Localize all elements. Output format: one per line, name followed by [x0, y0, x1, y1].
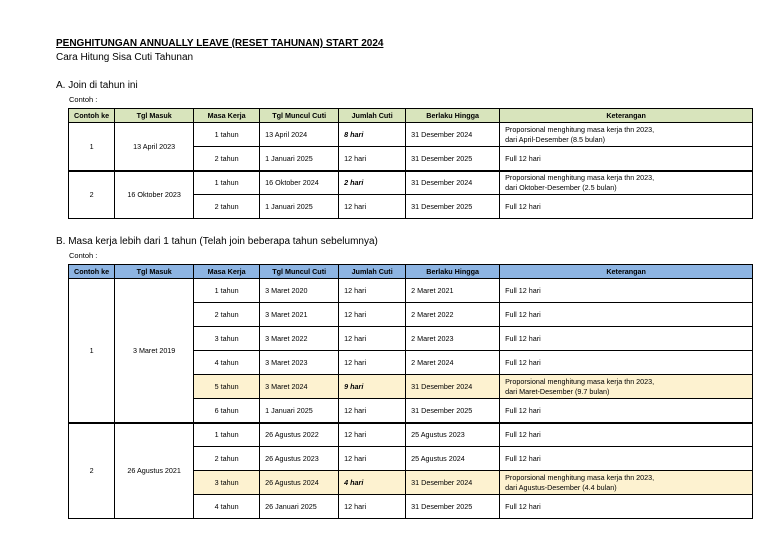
cell-berlaku-hingga: 2 Maret 2023	[406, 327, 500, 351]
cell-masa-kerja: 3 tahun	[194, 327, 260, 351]
cell-jumlah-cuti: 2 hari	[339, 171, 406, 195]
cell-berlaku-hingga: 2 Maret 2022	[406, 303, 500, 327]
cell-berlaku-hingga: 31 Desember 2024	[406, 123, 500, 147]
keterangan-line-2: dari April-Desember (8.5 bulan)	[505, 134, 606, 144]
cell-tgl-muncul: 1 Januari 2025	[260, 195, 339, 219]
col-header-keterangan: Keterangan	[500, 109, 753, 123]
cell-keterangan: Full 12 hari	[500, 495, 753, 519]
cell-jumlah-cuti: 9 hari	[339, 375, 406, 399]
col-header-jumlah-cuti: Jumlah Cuti	[339, 109, 406, 123]
table-section-b	[68, 264, 753, 519]
cell-masa-kerja: 1 tahun	[194, 171, 260, 195]
col-header-tgl-muncul: Tgl Muncul Cuti	[260, 109, 339, 123]
cell-masa-kerja: 3 tahun	[194, 471, 260, 495]
cell-tgl-muncul: 1 Januari 2025	[260, 147, 339, 171]
col-header-masa-kerja: Masa Kerja	[194, 109, 260, 123]
page-subtitle: Cara Hitung Sisa Cuti Tahunan	[56, 52, 194, 63]
cell-keterangan: Full 12 hari	[500, 447, 753, 471]
cell-keterangan	[500, 471, 753, 495]
cell-berlaku-hingga: 25 Agustus 2024	[406, 447, 500, 471]
cell-jumlah-cuti: 4 hari	[339, 471, 406, 495]
col-header-tgl-masuk: Tgl Masuk	[115, 109, 194, 123]
cell-jumlah-cuti: 12 hari	[339, 495, 406, 519]
cell-berlaku-hingga: 31 Desember 2025	[406, 147, 500, 171]
table-header-row	[69, 109, 753, 123]
cell-jumlah-cuti: 12 hari	[339, 447, 406, 471]
table-row	[69, 423, 753, 447]
cell-berlaku-hingga: 2 Maret 2021	[406, 279, 500, 303]
cell-keterangan	[500, 123, 753, 147]
cell-masa-kerja: 1 tahun	[194, 423, 260, 447]
cell-tgl-muncul: 26 Agustus 2023	[260, 447, 339, 471]
cell-keterangan: Full 12 hari	[500, 399, 753, 423]
keterangan-line-2: dari Maret-Desember (9.7 bulan)	[505, 386, 610, 396]
cell-keterangan: Full 12 hari	[500, 195, 753, 219]
cell-tgl-muncul: 13 April 2024	[260, 123, 339, 147]
cell-masa-kerja: 1 tahun	[194, 279, 260, 303]
cell-masa-kerja: 2 tahun	[194, 447, 260, 471]
table-header-row	[69, 265, 753, 279]
col-header-tgl-masuk: Tgl Masuk	[115, 265, 194, 279]
cell-jumlah-cuti: 8 hari	[339, 123, 406, 147]
cell-jumlah-cuti: 12 hari	[339, 303, 406, 327]
section-b-heading: B. Masa kerja lebih dari 1 tahun (Telah join beberapa tahun sebelumnya)	[56, 236, 378, 247]
cell-tgl-muncul: 3 Maret 2024	[260, 375, 339, 399]
col-header-berlaku-hingga: Berlaku Hingga	[406, 109, 500, 123]
cell-berlaku-hingga: 25 Agustus 2023	[406, 423, 500, 447]
cell-tgl-muncul: 3 Maret 2023	[260, 351, 339, 375]
cell-keterangan	[500, 375, 753, 399]
cell-berlaku-hingga: 2 Maret 2024	[406, 351, 500, 375]
cell-jumlah-cuti: 12 hari	[339, 279, 406, 303]
col-header-masa-kerja: Masa Kerja	[194, 265, 260, 279]
cell-tgl-masuk: 13 April 2023	[115, 123, 194, 171]
cell-tgl-muncul: 26 Agustus 2024	[260, 471, 339, 495]
cell-jumlah-cuti: 12 hari	[339, 147, 406, 171]
cell-keterangan	[500, 171, 753, 195]
cell-masa-kerja: 4 tahun	[194, 495, 260, 519]
cell-tgl-masuk: 26 Agustus 2021	[115, 423, 194, 519]
col-header-keterangan: Keterangan	[500, 265, 753, 279]
cell-masa-kerja: 6 tahun	[194, 399, 260, 423]
cell-keterangan: Full 12 hari	[500, 423, 753, 447]
cell-masa-kerja: 2 tahun	[194, 195, 260, 219]
table-row	[69, 279, 753, 303]
col-header-tgl-muncul: Tgl Muncul Cuti	[260, 265, 339, 279]
cell-tgl-muncul: 3 Maret 2022	[260, 327, 339, 351]
cell-contoh: 1	[69, 279, 115, 423]
cell-keterangan: Full 12 hari	[500, 327, 753, 351]
cell-tgl-muncul: 1 Januari 2025	[260, 399, 339, 423]
cell-jumlah-cuti: 12 hari	[339, 399, 406, 423]
cell-berlaku-hingga: 31 Desember 2025	[406, 495, 500, 519]
keterangan-line-2: dari Oktober-Desember (2.5 bulan)	[505, 182, 617, 192]
section-a-heading: A. Join di tahun ini	[56, 80, 138, 91]
cell-tgl-muncul: 16 Oktober 2024	[260, 171, 339, 195]
cell-contoh: 2	[69, 171, 115, 219]
keterangan-line-1: Proporsional menghitung masa kerja thn 2023,	[505, 472, 655, 482]
cell-tgl-muncul: 26 Agustus 2022	[260, 423, 339, 447]
cell-jumlah-cuti: 12 hari	[339, 327, 406, 351]
cell-berlaku-hingga: 31 Desember 2024	[406, 375, 500, 399]
col-header-berlaku-hingga: Berlaku Hingga	[406, 265, 500, 279]
table-row	[69, 171, 753, 195]
cell-masa-kerja: 1 tahun	[194, 123, 260, 147]
cell-keterangan: Full 12 hari	[500, 351, 753, 375]
cell-tgl-masuk: 3 Maret 2019	[115, 279, 194, 423]
cell-keterangan: Full 12 hari	[500, 279, 753, 303]
cell-masa-kerja: 5 tahun	[194, 375, 260, 399]
cell-masa-kerja: 2 tahun	[194, 147, 260, 171]
cell-contoh: 2	[69, 423, 115, 519]
cell-jumlah-cuti: 12 hari	[339, 195, 406, 219]
cell-contoh: 1	[69, 123, 115, 171]
keterangan-line-1: Proporsional menghitung masa kerja thn 2023,	[505, 376, 655, 386]
cell-tgl-muncul: 3 Maret 2021	[260, 303, 339, 327]
cell-berlaku-hingga: 31 Desember 2024	[406, 471, 500, 495]
cell-berlaku-hingga: 31 Desember 2025	[406, 195, 500, 219]
col-header-contoh: Contoh ke	[69, 109, 115, 123]
cell-berlaku-hingga: 31 Desember 2024	[406, 171, 500, 195]
col-header-jumlah-cuti: Jumlah Cuti	[339, 265, 406, 279]
cell-berlaku-hingga: 31 Desember 2025	[406, 399, 500, 423]
keterangan-line-2: dari Agustus-Desember (4.4 bulan)	[505, 482, 617, 492]
cell-masa-kerja: 4 tahun	[194, 351, 260, 375]
cell-keterangan: Full 12 hari	[500, 147, 753, 171]
table-row	[69, 123, 753, 147]
cell-tgl-muncul: 3 Maret 2020	[260, 279, 339, 303]
cell-masa-kerja: 2 tahun	[194, 303, 260, 327]
table-section-a	[68, 108, 753, 219]
section-a-contoh-label: Contoh :	[69, 95, 98, 104]
cell-tgl-muncul: 26 Januari 2025	[260, 495, 339, 519]
section-b-contoh-label: Contoh :	[69, 251, 98, 260]
cell-tgl-masuk: 16 Oktober 2023	[115, 171, 194, 219]
keterangan-line-1: Proporsional menghitung masa kerja thn 2023,	[505, 172, 655, 182]
cell-jumlah-cuti: 12 hari	[339, 351, 406, 375]
keterangan-line-1: Proporsional menghitung masa kerja thn 2023,	[505, 124, 655, 134]
col-header-contoh: Contoh ke	[69, 265, 115, 279]
cell-jumlah-cuti: 12 hari	[339, 423, 406, 447]
page-title: PENGHITUNGAN ANNUALLY LEAVE (RESET TAHUNAN) START 2024	[56, 38, 384, 49]
cell-keterangan: Full 12 hari	[500, 303, 753, 327]
